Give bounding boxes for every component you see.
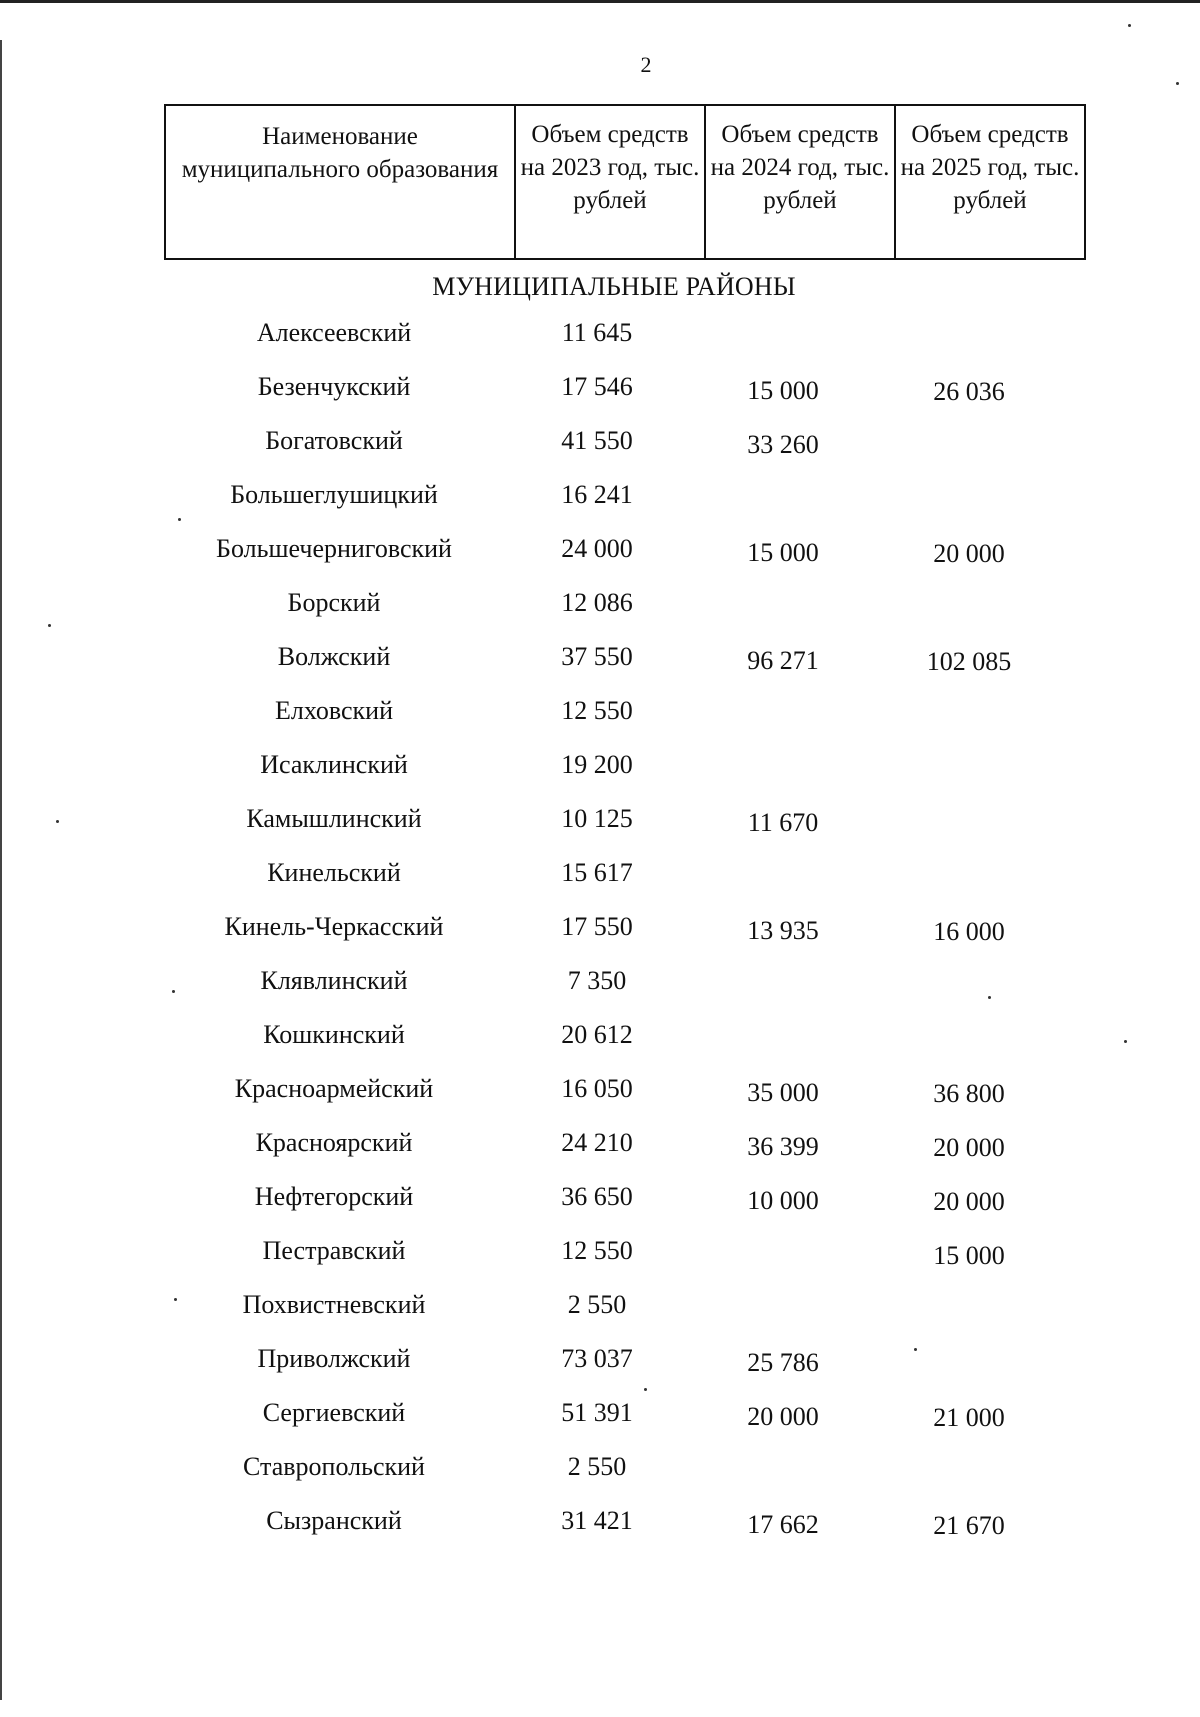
table-row [164,1506,1064,1560]
scan-speck [1176,82,1179,85]
scan-speck [644,1388,647,1391]
table-row [164,1074,1064,1128]
value-2024 [690,588,876,592]
value-2023: 11 645 [561,318,633,347]
table-row [164,1128,1064,1182]
scan-speck [172,990,175,993]
value-2024 [690,318,876,322]
header-2024-column: Объем средств на 2024 год, тыс. рублей [705,105,895,259]
value-2023: 12 550 [561,696,633,725]
value-2023: 15 617 [561,858,633,887]
table-row [164,426,1064,480]
value-2024: 20 000 [747,1402,819,1431]
header-2023-column: Объем средств на 2023 год, тыс. рублей [515,105,705,259]
table-row [164,966,1064,1020]
scan-speck [178,518,181,521]
section-title: МУНИЦИПАЛЬНЫЕ РАЙОНЫ [432,272,796,301]
value-2023: 10 125 [561,804,633,833]
value-2024: 15 000 [747,538,819,567]
value-2023: 36 650 [561,1182,633,1211]
value-2024 [690,750,876,754]
value-2024: 33 260 [747,430,819,459]
header-2025-column: Объем средств на 2025 год, тыс. рублей [895,105,1085,259]
value-2025: 21 670 [933,1511,1005,1540]
value-2023: 7 350 [567,966,627,995]
value-2023: 41 550 [561,426,633,455]
value-2023: 16 241 [561,480,633,509]
value-2024 [690,966,876,970]
value-2023: 31 421 [561,1506,633,1535]
value-2025 [876,1344,1062,1349]
table-row [164,696,1064,750]
municipality-name: Алексеевский [256,318,412,347]
municipality-name: Похвистневский [242,1290,426,1319]
value-2023: 19 200 [561,750,633,779]
value-2023: 51 391 [561,1398,633,1427]
value-2025 [876,804,1062,809]
value-2025: 15 000 [933,1241,1005,1270]
page-top-edge [0,0,1200,3]
page-number: 2 [640,52,652,77]
value-2025: 36 800 [933,1079,1005,1108]
value-2023: 2 550 [567,1452,627,1481]
value-2023: 24 000 [561,534,633,563]
value-2024 [690,1452,876,1456]
value-2025 [876,426,1062,431]
table-row [164,750,1064,804]
value-2023: 12 086 [561,588,633,617]
value-2024: 11 670 [747,808,819,837]
municipality-name: Красноармейский [234,1074,434,1103]
value-2025 [876,1290,1062,1295]
municipality-name: Сергиевский [262,1398,406,1427]
municipality-name: Елховский [275,696,393,725]
municipality-name: Кошкинский [263,1020,405,1049]
table-row [164,1236,1064,1290]
municipality-name: Ставропольский [243,1452,425,1481]
municipality-name: Пестравский [262,1236,406,1265]
value-2025 [876,966,1062,971]
municipality-name: Большечерниговский [216,534,452,563]
table-row [164,480,1064,534]
table-row [164,1452,1064,1506]
value-2025 [876,318,1062,323]
value-2024 [690,480,876,484]
value-2025: 20 000 [933,539,1005,568]
value-2023: 17 546 [561,372,633,401]
value-2024 [690,1020,876,1024]
page-left-edge [0,40,2,1700]
value-2024: 17 662 [747,1510,819,1539]
municipality-name: Большеглушицкий [230,480,438,509]
value-2024 [690,1290,876,1294]
table-row [164,804,1064,858]
value-2025: 20 000 [933,1133,1005,1162]
table-row [164,318,1064,372]
municipality-name: Приволжский [257,1344,411,1373]
value-2024: 10 000 [747,1186,819,1215]
value-2023: 24 210 [561,1128,633,1157]
value-2023: 73 037 [561,1344,633,1373]
table-row [164,858,1064,912]
table-body [164,318,1064,1560]
municipality-name: Сызранский [266,1506,402,1535]
value-2025: 102 085 [926,647,1012,676]
scan-speck [1128,24,1131,27]
header-name-column: Наименование муниципального образования [165,105,515,259]
municipality-name: Красноярский [255,1128,413,1157]
table-row [164,1020,1064,1074]
value-2024: 35 000 [747,1078,819,1107]
value-2025 [876,588,1062,593]
municipality-name: Клявлинский [260,966,408,995]
scan-speck [56,820,59,823]
scan-speck [48,624,51,627]
value-2025: 21 000 [933,1403,1005,1432]
value-2023: 2 550 [567,1290,627,1319]
table-row [164,534,1064,588]
table-row [164,1290,1064,1344]
value-2025: 20 000 [933,1187,1005,1216]
table-row [164,912,1064,966]
value-2025 [876,858,1062,863]
value-2025 [876,1452,1062,1457]
value-2025: 26 036 [933,377,1005,406]
scan-speck [174,1298,177,1301]
value-2025 [876,750,1062,755]
value-2024: 15 000 [747,376,819,405]
municipality-name: Безенчукский [257,372,411,401]
value-2023: 16 050 [561,1074,633,1103]
table-row [164,372,1064,426]
municipality-name: Нефтегорский [254,1182,414,1211]
scan-speck [988,996,991,999]
value-2023: 12 550 [561,1236,633,1265]
value-2023: 37 550 [561,642,633,671]
value-2025 [876,696,1062,701]
municipality-name: Кинельский [267,858,401,887]
value-2024 [690,1236,876,1240]
table-row [164,1344,1064,1398]
table-row [164,642,1064,696]
value-2023: 17 550 [561,912,633,941]
value-2024: 25 786 [747,1348,819,1377]
value-2024 [690,696,876,700]
municipality-name: Волжский [277,642,391,671]
value-2024 [690,858,876,862]
value-2024: 13 935 [747,916,819,945]
value-2025 [876,1020,1062,1025]
scan-speck [914,1348,917,1351]
municipality-name: Кинель-Черкасский [224,912,444,941]
value-2025: 16 000 [933,917,1005,946]
municipality-name: Богатовский [265,426,403,455]
value-2024: 96 271 [747,646,819,675]
table-row [164,1398,1064,1452]
table-header [164,104,1086,260]
municipality-name: Борский [287,588,381,617]
scan-speck [1124,1040,1127,1043]
value-2025 [876,480,1062,485]
municipality-name: Исаклинский [260,750,408,779]
municipality-name: Камышлинский [246,804,422,833]
value-2024: 36 399 [747,1132,819,1161]
table-row [164,1182,1064,1236]
value-2023: 20 612 [561,1020,633,1049]
table-row [164,588,1064,642]
